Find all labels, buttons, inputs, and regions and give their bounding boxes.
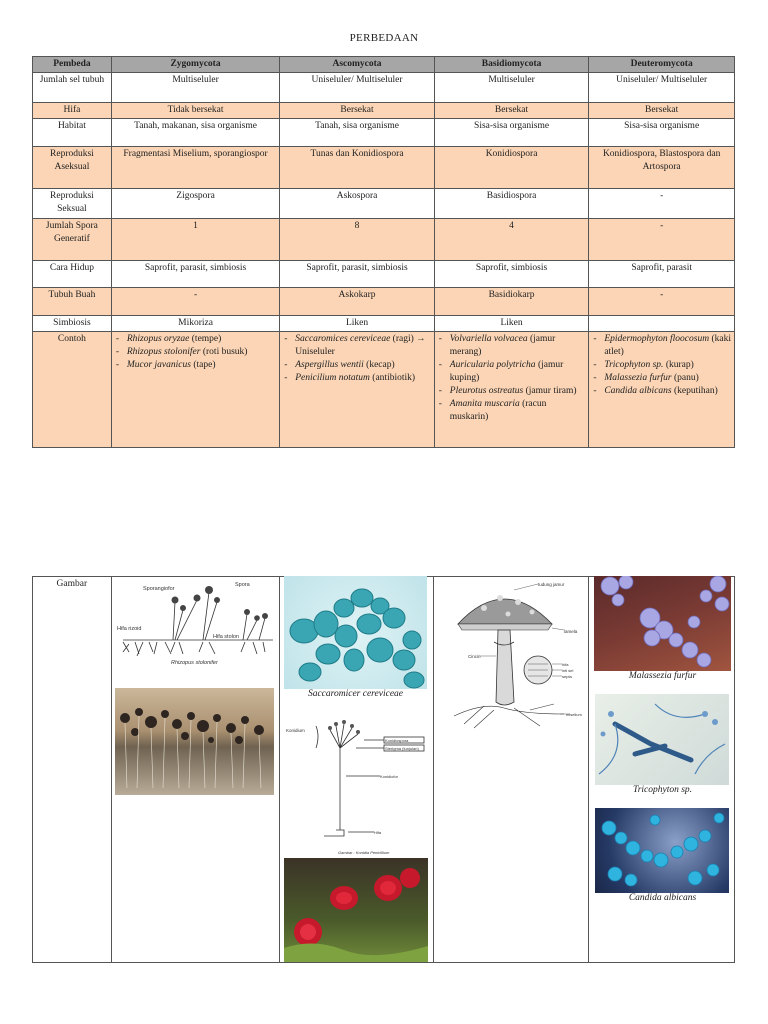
rhizopus-caption: Rhizopus stolonifer bbox=[171, 660, 218, 666]
list-item bbox=[592, 359, 731, 372]
species-name: Volvariella volvacea bbox=[449, 334, 528, 344]
penicillium-caption: Gambar : Konidia Penicillium bbox=[338, 850, 390, 855]
tudung-label: tudung jamur bbox=[538, 582, 565, 587]
table-cell: Uniseluler/ Multiseluler bbox=[280, 73, 435, 103]
table-cell: 4 bbox=[434, 219, 589, 261]
table-cell: Multiseluler bbox=[434, 73, 589, 103]
table-cell: Basidiokarp bbox=[434, 288, 589, 316]
table-row bbox=[33, 288, 735, 316]
species-name: Rhizopus stolonifer bbox=[126, 347, 201, 357]
stolon-label: Hifa stolon bbox=[213, 634, 239, 640]
species-name: Amanita muscaria bbox=[449, 399, 520, 409]
table-cell: Askospora bbox=[280, 189, 435, 219]
header-basidiomycota: Basidiomycota bbox=[434, 57, 589, 73]
saccharomyces-photo bbox=[284, 576, 427, 689]
table-cell bbox=[589, 332, 735, 448]
table-cell: Multiseluler bbox=[111, 73, 279, 103]
sporangiofor-label: Sporangiofor bbox=[143, 586, 175, 592]
table-cell bbox=[589, 316, 735, 332]
table-row bbox=[33, 119, 735, 147]
row-label: Hifa bbox=[33, 103, 112, 119]
konidiospora-label: Konidiospora bbox=[385, 738, 409, 743]
page-title: PERBEDAAN bbox=[349, 32, 419, 44]
header-zygomycota: Zygomycota bbox=[111, 57, 279, 73]
list-item bbox=[438, 333, 586, 359]
list-item bbox=[592, 372, 731, 385]
table-cell: Bersekat bbox=[434, 103, 589, 119]
list-item bbox=[438, 359, 586, 385]
row-label: Cara Hidup bbox=[33, 261, 112, 288]
rhizopus-diagram bbox=[113, 578, 275, 668]
malassezia-caption: Malassezia furfur bbox=[628, 671, 697, 681]
gambar-label: Gambar bbox=[56, 579, 88, 589]
sterigma-label: Sterigma (tunjulan) bbox=[385, 746, 419, 751]
table-cell: Tunas dan Konidiospora bbox=[280, 147, 435, 189]
table-row bbox=[33, 189, 735, 219]
list-item bbox=[438, 398, 586, 424]
lamela-label: lamela bbox=[564, 629, 578, 634]
table-cell: Basidiospora bbox=[434, 189, 589, 219]
table-row bbox=[33, 73, 735, 103]
table-cell: Bersekat bbox=[280, 103, 435, 119]
species-note: (jamur tiram) bbox=[523, 386, 577, 396]
species-note: (kurap) bbox=[663, 360, 694, 370]
species-name: Saccaromices cereviceae bbox=[295, 334, 391, 344]
table-cell: Tidak bersekat bbox=[111, 103, 279, 119]
list-item bbox=[592, 385, 731, 398]
example-list-deuteromycota bbox=[592, 333, 731, 398]
species-note: (tempe) bbox=[189, 334, 222, 344]
table-cell: Saprofit, parasit, simbiosis bbox=[280, 261, 435, 288]
list-item bbox=[283, 333, 431, 359]
row-label: Reproduksi Seksual bbox=[33, 189, 112, 219]
list-item bbox=[438, 385, 586, 398]
list-item bbox=[592, 333, 731, 359]
table-cell: 8 bbox=[280, 219, 435, 261]
table-row-contoh bbox=[33, 332, 735, 448]
species-note: (panu) bbox=[671, 373, 699, 383]
species-note: (racun muskarin) bbox=[449, 399, 547, 422]
cup-fungi-photo bbox=[284, 858, 428, 962]
species-note: (ragi) → Uniseluler bbox=[295, 334, 426, 357]
septa-label: septa bbox=[562, 674, 572, 679]
table-cell bbox=[111, 332, 279, 448]
table-cell: Konidiospora bbox=[434, 147, 589, 189]
table-cell: Tanah, sisa organisme bbox=[280, 119, 435, 147]
row-label: Jumlah Spora Generatif bbox=[33, 219, 112, 261]
species-note: (roti busuk) bbox=[200, 347, 248, 357]
example-list-basidiomycota bbox=[438, 333, 586, 424]
mold-photo bbox=[115, 688, 274, 795]
row-label: Tubuh Buah bbox=[33, 288, 112, 316]
example-list-zygomycota bbox=[115, 333, 276, 372]
table-cell: Liken bbox=[280, 316, 435, 332]
list-item bbox=[283, 372, 431, 385]
species-name: Candida albicans bbox=[604, 386, 672, 396]
species-name: Auricularia polytricha bbox=[449, 360, 536, 370]
table-cell bbox=[434, 332, 589, 448]
mushroom-diagram bbox=[444, 578, 590, 738]
species-note: (jamur merang) bbox=[449, 334, 556, 357]
saccharomyces-caption: Saccaromicer cereviceae bbox=[307, 689, 404, 699]
species-note: (tape) bbox=[190, 360, 216, 370]
species-name: Tricophyton sp. bbox=[604, 360, 664, 370]
species-note: (jamur kuping) bbox=[449, 360, 564, 383]
konidium-label: Konidium bbox=[286, 728, 305, 733]
inti-sel-label: inti sel bbox=[562, 668, 574, 673]
hifa-label: hifa bbox=[562, 662, 569, 667]
row-label: Contoh bbox=[33, 332, 112, 448]
malassezia-photo bbox=[594, 576, 731, 671]
header-ascomycota: Ascomycota bbox=[280, 57, 435, 73]
table-cell: Zigospora bbox=[111, 189, 279, 219]
miselium-label: miselium bbox=[566, 712, 582, 717]
species-name: Mucor javanicus bbox=[126, 360, 191, 370]
table-row bbox=[33, 261, 735, 288]
row-label: Jumlah sel tubuh bbox=[33, 73, 112, 103]
table-cell: Mikoriza bbox=[111, 316, 279, 332]
table-row bbox=[33, 316, 735, 332]
table-cell: Saprofit, parasit bbox=[589, 261, 735, 288]
rhizoid-label: Hifa rizoid bbox=[117, 626, 142, 632]
header-deuteromycota: Deuteromycota bbox=[589, 57, 735, 73]
species-name: Rhizopus oryzae bbox=[126, 334, 190, 344]
konidiofor-label: Konidiofor bbox=[380, 774, 399, 779]
species-note: (keputihan) bbox=[671, 386, 718, 396]
table-cell: Tanah, makanan, sisa organisme bbox=[111, 119, 279, 147]
table-cell: - bbox=[589, 219, 735, 261]
species-name: Pleurotus ostreatus bbox=[449, 386, 524, 396]
species-note: (kaki atlet) bbox=[604, 334, 731, 357]
table-row bbox=[33, 103, 735, 119]
table-cell: Sisa-sisa organisme bbox=[434, 119, 589, 147]
gambar-label-cell bbox=[33, 577, 112, 963]
hifa-label: Hifa bbox=[374, 830, 382, 835]
row-label: Reproduksi Aseksual bbox=[33, 147, 112, 189]
table-cell bbox=[280, 332, 435, 448]
table-cell: Bersekat bbox=[589, 103, 735, 119]
species-note: (kecap) bbox=[363, 360, 395, 370]
table-cell: - bbox=[111, 288, 279, 316]
table-cell: Saprofit, simbiosis bbox=[434, 261, 589, 288]
table-cell: Sisa-sisa organisme bbox=[589, 119, 735, 147]
header-row bbox=[33, 57, 735, 73]
list-item bbox=[283, 359, 431, 372]
table-cell: 1 bbox=[111, 219, 279, 261]
tricophyton-photo bbox=[595, 694, 729, 785]
table-cell: Uniseluler/ Multiseluler bbox=[589, 73, 735, 103]
cincin-label: Cincin bbox=[468, 654, 481, 659]
header-pembeda: Pembeda bbox=[33, 57, 112, 73]
row-label: Simbiosis bbox=[33, 316, 112, 332]
example-list-ascomycota bbox=[283, 333, 431, 385]
table-cell: - bbox=[589, 189, 735, 219]
table-row bbox=[33, 147, 735, 189]
table-cell: Askokarp bbox=[280, 288, 435, 316]
list-item bbox=[115, 359, 276, 372]
list-item bbox=[115, 346, 276, 359]
table-cell: - bbox=[589, 288, 735, 316]
row-label: Habitat bbox=[33, 119, 112, 147]
species-name: Epidermophyton floocosum bbox=[604, 334, 710, 344]
species-note: (antibiotik) bbox=[369, 373, 416, 383]
penicillium-diagram bbox=[284, 718, 428, 856]
table-cell: Konidiospora, Blastospora dan Artospora bbox=[589, 147, 735, 189]
comparison-table bbox=[32, 56, 735, 448]
list-item bbox=[115, 333, 276, 346]
species-name: Penicilium notatum bbox=[295, 373, 370, 383]
table-cell: Liken bbox=[434, 316, 589, 332]
species-name: Aspergillus wentii bbox=[295, 360, 364, 370]
tricophyton-caption: Tricophyton sp. bbox=[632, 785, 693, 795]
table-cell: Fragmentasi Miselium, sporangiospor bbox=[111, 147, 279, 189]
candida-photo bbox=[595, 808, 729, 893]
spora-label: Spora bbox=[235, 582, 250, 588]
species-name: Malassezia furfur bbox=[604, 373, 672, 383]
candida-caption: Candida albicans bbox=[628, 893, 697, 903]
table-row bbox=[33, 219, 735, 261]
table-cell: Saprofit, parasit, simbiosis bbox=[111, 261, 279, 288]
